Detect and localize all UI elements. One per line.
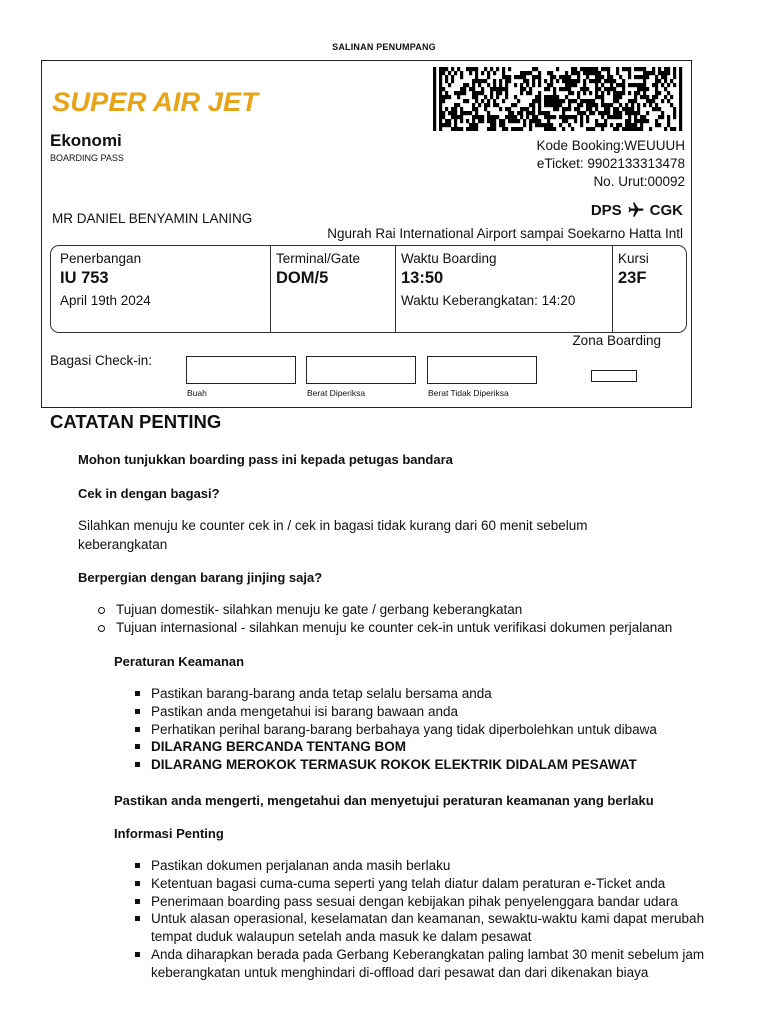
booking-code: Kode Booking:WEUUUH	[536, 138, 685, 153]
list-item: Pastikan dokumen perjalanan anda masih berlaku	[132, 857, 730, 875]
security-list	[132, 685, 732, 774]
passenger-name: MR DANIEL BENYAMIN LANING	[52, 211, 253, 226]
list-item: Anda diharapkan berada pada Gerbang Keberangkatan paling lambat 30 menit sebelum jam keberangkatan untuk menghindari di-offload dari pesawat dan dari dikenakan biaya	[132, 946, 730, 982]
baggage-checked-weight-box	[306, 356, 416, 384]
boarding-time: 13:50	[401, 269, 444, 287]
copy-label: SALINAN PENUMPANG	[332, 42, 436, 52]
baggage-pieces-caption: Buah	[187, 388, 207, 398]
info-list	[132, 857, 730, 982]
list-item: Pastikan barang-barang anda tetap selalu bersama anda	[132, 685, 732, 703]
terminal-gate: DOM/5	[276, 269, 329, 287]
airplane-icon	[624, 201, 648, 219]
agreement-statement: Pastikan anda mengerti, mengetahui dan menyetujui peraturan keamanan yang berlaku	[114, 793, 654, 808]
boarding-pass-card	[41, 60, 692, 408]
column-divider	[395, 246, 396, 332]
flight-number: IU 753	[60, 269, 109, 287]
airport-names: Ngurah Rai International Airport sampai Soekarno Hatta Intl	[327, 226, 683, 241]
column-divider	[612, 246, 613, 332]
eticket-number: eTicket: 9902133313478	[536, 156, 685, 171]
baggage-label: Bagasi Check-in:	[50, 353, 153, 368]
flight-details-box	[50, 245, 687, 333]
carry-on-question: Berpergian dengan barang jinjing saja?	[78, 570, 323, 585]
list-item: Tujuan domestik- silahkan menuju ke gate / gerbang keberangkatan	[96, 601, 672, 619]
seat-number: 23F	[618, 269, 647, 287]
list-item: Tujuan internasional - silahkan menuju ke counter cek-in untuk verifikasi dokumen perjalanan	[96, 619, 672, 637]
list-item: Penerimaan boarding pass sesuai dengan kebijakan pihak penyelenggara bandar udara	[132, 893, 730, 911]
origin-code: DPS	[590, 201, 622, 219]
boarding-pass-label: BOARDING PASS	[50, 153, 124, 163]
carry-on-list	[96, 601, 672, 636]
checkin-question: Cek in dengan bagasi?	[78, 486, 220, 501]
barcode-image	[433, 67, 685, 131]
booking-info	[536, 137, 685, 191]
baggage-pieces-box	[186, 356, 296, 384]
column-divider	[270, 246, 271, 332]
checkin-answer: Silahkan menuju ke counter cek in / cek in bagasi tidak kurang dari 60 menit sebelum keberangkatan	[78, 518, 588, 552]
baggage-unchecked-caption: Berat Tidak Diperiksa	[428, 388, 509, 398]
info-title: Informasi Penting	[114, 826, 224, 841]
boarding-zone-box	[591, 370, 637, 382]
route	[591, 201, 683, 219]
list-item: Untuk alasan operasional, keselamatan dan keamanan, sewaktu-waktu kami dapat merubah tempat duduk walaupun setelah anda masuk ke dalam pesawat	[132, 910, 730, 946]
boarding-label: Waktu Boarding	[401, 251, 497, 266]
flight-date: April 19th 2024	[60, 293, 151, 308]
svg-text:SUPER AIR JET: SUPER AIR JET	[52, 87, 261, 117]
sequence-number: No. Urut:00092	[593, 174, 685, 189]
seat-label: Kursi	[618, 251, 649, 266]
baggage-checked-caption: Berat Diperiksa	[307, 388, 366, 398]
departure-time: Waktu Keberangkatan: 14:20	[401, 293, 576, 308]
boarding-zone-label: Zona Boarding	[572, 333, 661, 348]
flight-label: Penerbangan	[60, 251, 142, 266]
terminal-label: Terminal/Gate	[276, 251, 361, 266]
cabin-class: Ekonomi	[50, 131, 122, 150]
baggage-unchecked-weight-box	[427, 356, 537, 384]
list-item: DILARANG MEROKOK TERMASUK ROKOK ELEKTRIK DIDALAM PESAWAT	[132, 756, 732, 774]
list-item: Pastikan anda mengetahui isi barang bawaan anda	[132, 703, 732, 721]
destination-code: CGK	[649, 201, 683, 219]
airline-logo	[50, 79, 262, 124]
notes-title: CATATAN PENTING	[50, 411, 222, 432]
security-title: Peraturan Keamanan	[114, 654, 245, 669]
list-item: Ketentuan bagasi cuma-cuma seperti yang telah diatur dalam peraturan e-Ticket anda	[132, 875, 730, 893]
list-item: DILARANG BERCANDA TENTANG BOM	[132, 738, 732, 756]
show-pass-instruction: Mohon tunjukkan boarding pass ini kepada petugas bandara	[78, 452, 453, 467]
list-item: Perhatikan perihal barang-barang berbahaya yang tidak diperbolehkan untuk dibawa	[132, 721, 732, 739]
